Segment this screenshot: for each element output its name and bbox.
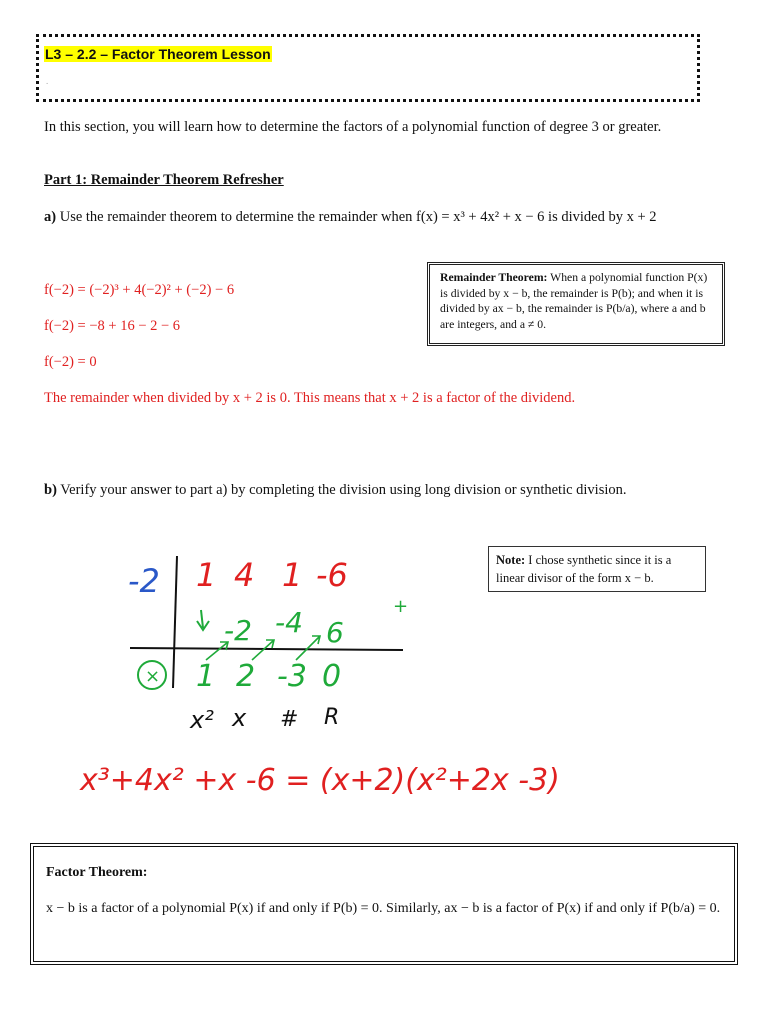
note-text: I chose synthetic since it is a linear divisor of the form x − b.: [496, 553, 672, 585]
label-remainder: R: [324, 705, 340, 730]
question-b-label: b): [44, 482, 57, 498]
division-horizontal-line: [130, 648, 403, 650]
coefficient-3: 1: [282, 556, 303, 594]
remainder-theorem-title: Remainder Theorem:: [440, 271, 548, 284]
result-3: -3: [277, 659, 307, 694]
work-line-3: f(−2) = 0: [44, 354, 97, 370]
product-2: -4: [275, 606, 303, 639]
diagonal-arrow-3: [296, 636, 320, 660]
product-3: 6: [326, 616, 344, 649]
product-1: -2: [224, 614, 252, 647]
result-1: 1: [196, 659, 216, 694]
label-constant: #: [280, 707, 299, 732]
note-title: Note:: [496, 553, 526, 567]
coefficient-2: 4: [234, 556, 255, 594]
title-mark: .: [46, 76, 49, 86]
plus-sign: +: [393, 596, 409, 617]
factor-theorem-box: [30, 843, 738, 965]
diagonal-arrow-1: [206, 642, 228, 660]
intro-paragraph: In this section, you will learn how to determine the factors of a polynomial function of degree 3 or greater.: [44, 119, 662, 135]
question-b-text: Verify your answer to part a) by completing the division using long division or synthetic division.: [60, 482, 627, 498]
label-x: x: [232, 704, 247, 732]
factored-form: x³+4x² +x -6 = (x+2)(x²+2x -3): [80, 763, 560, 798]
part1-heading: Part 1: Remainder Theorem Refresher: [44, 172, 284, 188]
factor-theorem-text: x − b is a factor of a polynomial P(x) if and only if P(b) = 0. Similarly, ax − b is a factor of P(x) if and only if P(b/a) = 0.: [46, 901, 721, 916]
division-vertical-line: [173, 556, 177, 688]
divisor: -2: [128, 562, 160, 600]
work-line-2: f(−2) = −8 + 16 − 2 − 6: [44, 318, 181, 334]
conclusion-text: The remainder when divided by x + 2 is 0. This means that x + 2 is a factor of the dividend.: [44, 390, 576, 406]
work-line-1: f(−2) = (−2)³ + 4(−2)² + (−2) − 6: [44, 282, 235, 298]
down-arrow: [197, 610, 209, 630]
result-4: 0: [322, 659, 342, 694]
question-a-label: a): [44, 209, 57, 225]
page-title: L3 – 2.2 – Factor Theorem Lesson: [45, 46, 271, 62]
question-a-text: Use the remainder theorem to determine the remainder when f(x) = x³ + 4x² + x − 6 is divided by x + 2: [59, 209, 657, 225]
label-x-squared: x²: [190, 706, 214, 734]
remainder-theorem-text: When a polynomial function P(x) is divided by x − b, the remainder is P(b); and when it is divided by ax − b, the remainder is P(b/a), where a and b are integers, and a ≠ 0.: [440, 271, 708, 331]
factor-theorem-title: Factor Theorem:: [46, 865, 148, 880]
coefficient-1: 1: [196, 556, 217, 594]
result-2: 2: [236, 659, 256, 694]
times-sign: ×: [145, 666, 161, 687]
coefficient-4: -6: [316, 556, 348, 594]
